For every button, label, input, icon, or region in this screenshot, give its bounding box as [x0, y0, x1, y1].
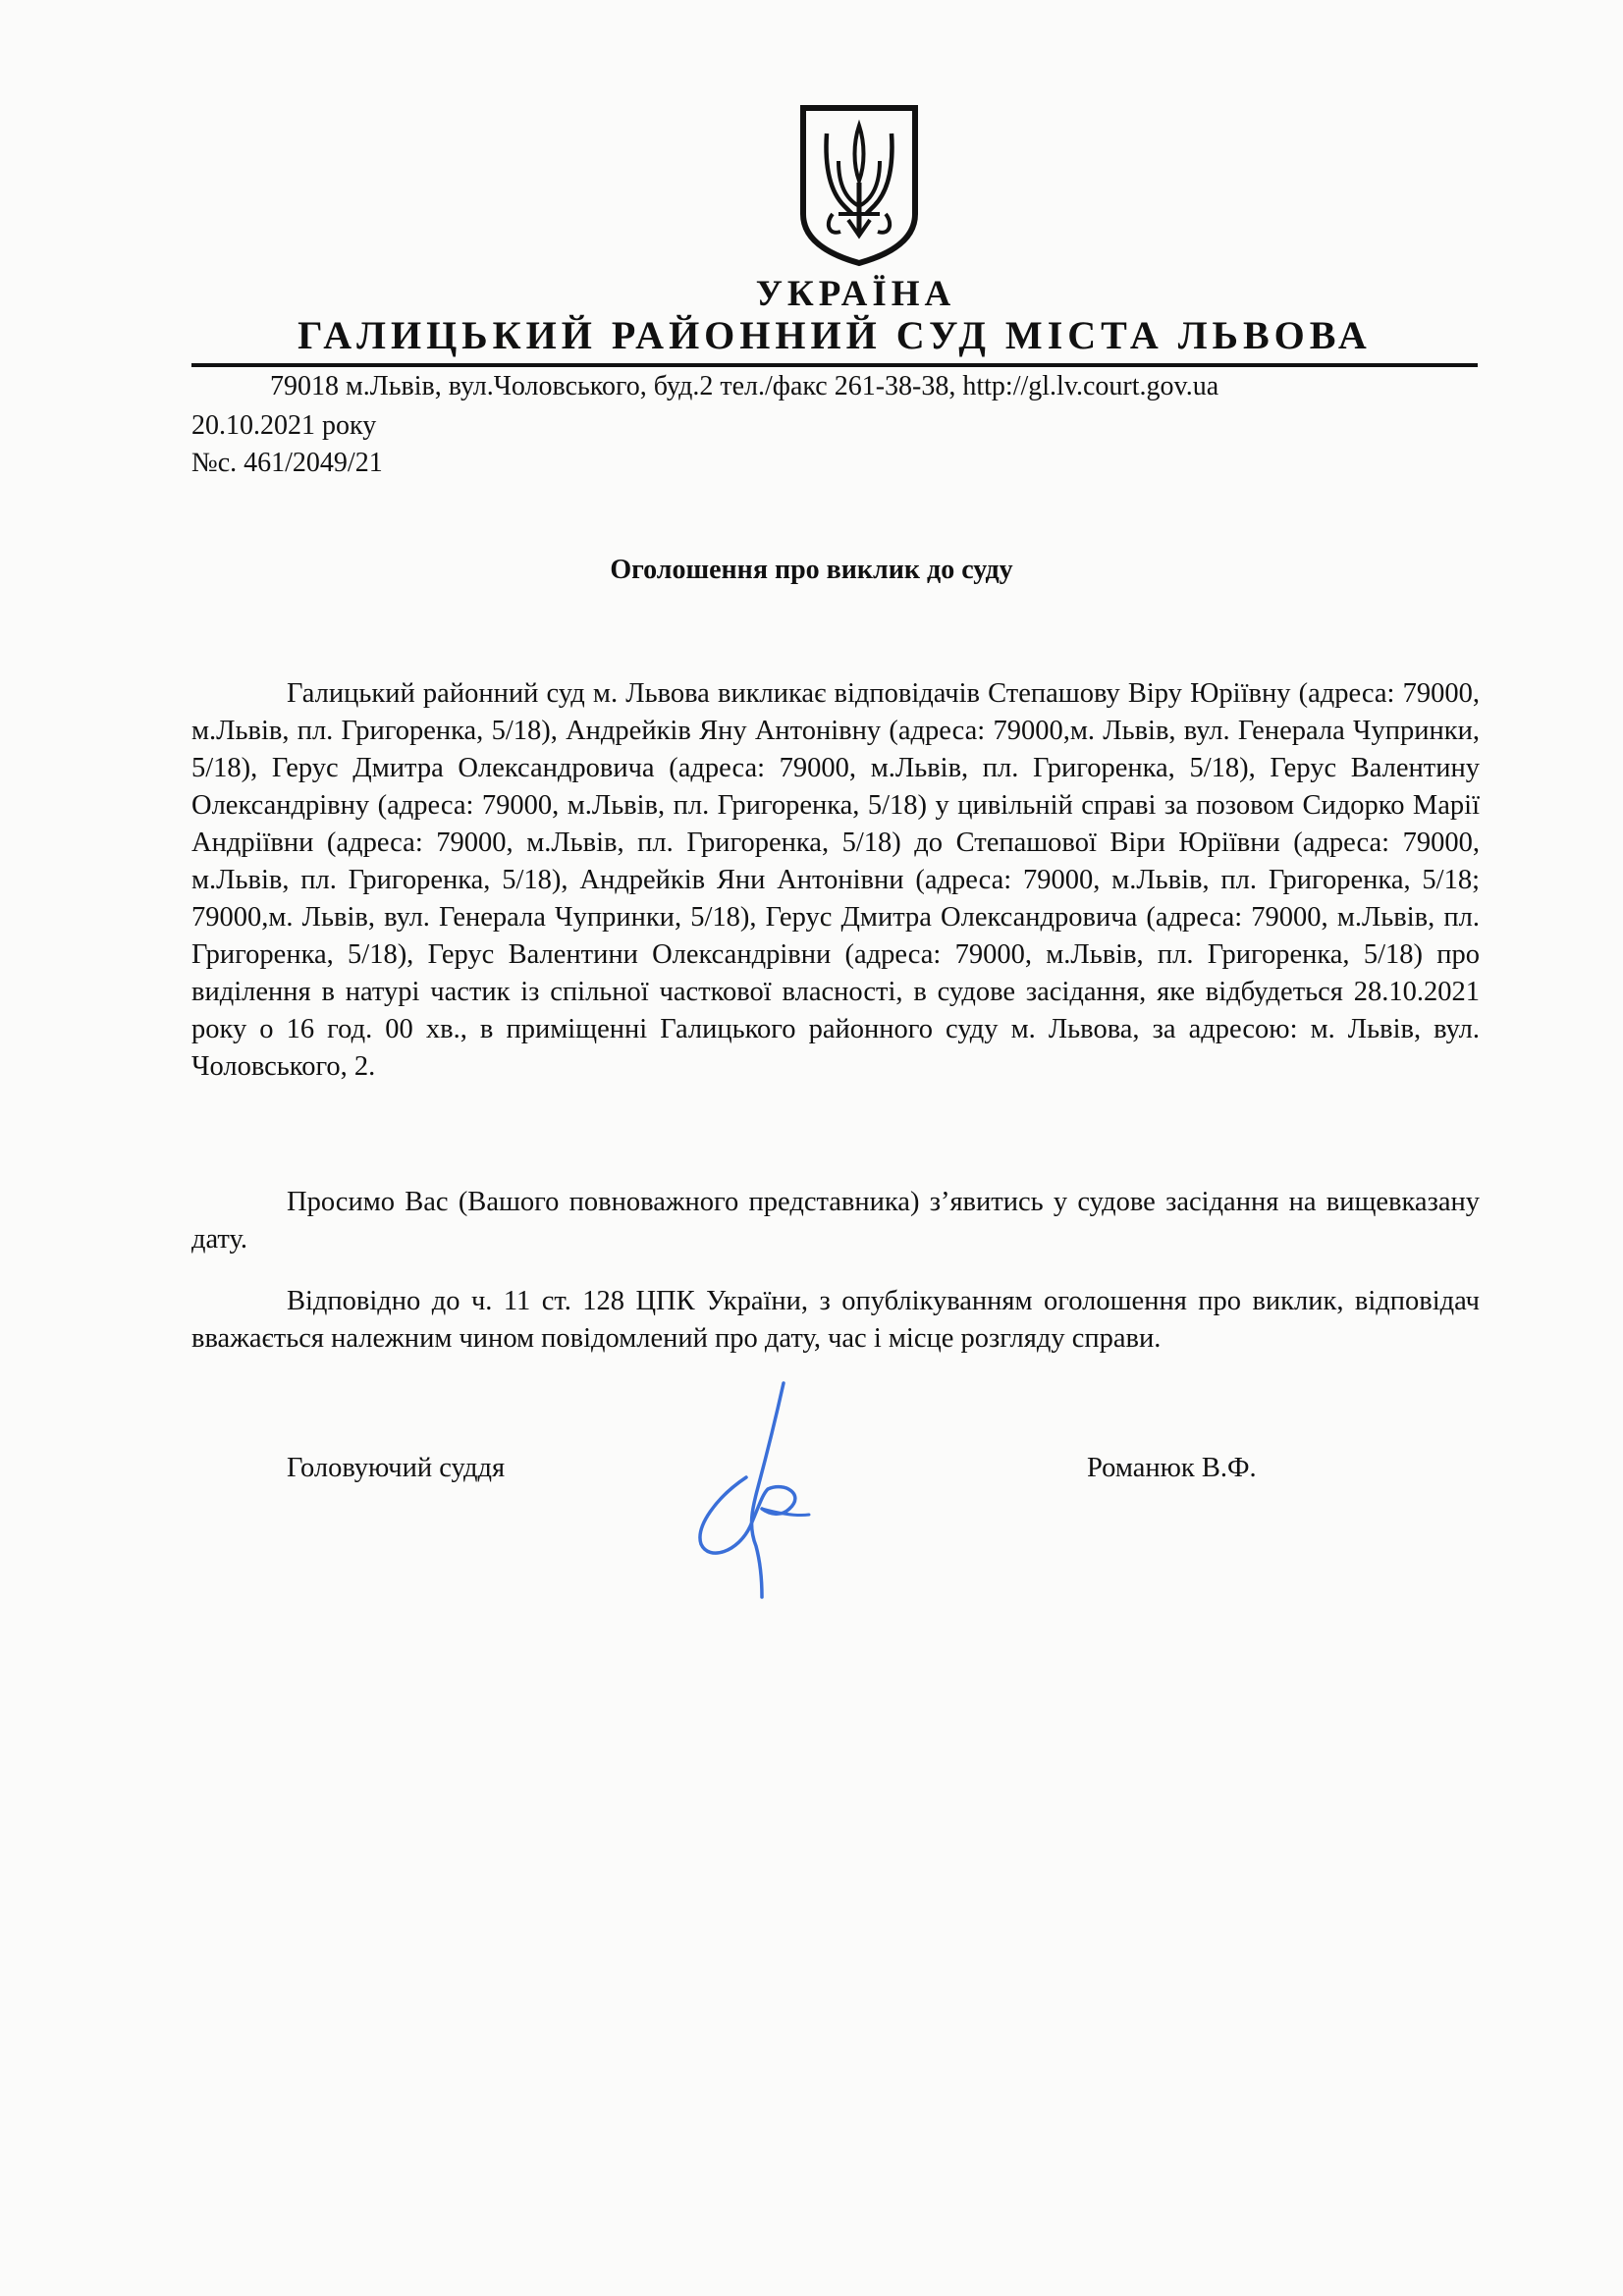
- trident-emblem-icon: [795, 104, 923, 267]
- legal-basis-paragraph: Відповідно до ч. 11 ст. 128 ЦПК України, з опублікуванням оголошення про виклик, відповідач вважається належним чином повідомлений про дату, час і місце розгляду справи.: [191, 1286, 1480, 1354]
- judge-role: Головуючий суддя: [287, 1453, 506, 1483]
- case-number: №с. 461/2049/21: [191, 448, 383, 478]
- handwritten-signature: [687, 1379, 825, 1600]
- summons-paragraph: Галицький районний суд м. Львова викликає відповідачів Степашову Віру Юріївну (адреса: 79000, м.Львів, пл. Григоренка, 5/18), Андрейків Яну Антонівну (адреса: 79000,м. Львів, вул. Генерала Чупринки, 5/18), Герус Дмитра Олександровича (адреса: 79000, м.Львів, пл. Григоренка, 5/18), Герус Валентину Олександрівну (адреса: 79000, м.Львів, пл. Григоренка, 5/18) у цивільній справі за позовом Сидорко Марії Андріївни (адреса: 79000, м.Львів, пл. Григоренка, 5/18) до Степашової Віри Юріївни (адреса: 79000, м.Львів, пл. Григоренка, 5/18), Андрейків Яни Антонівни (адреса: 79000, м.Львів, пл. Григоренка, 5/18; 79000,м. Львів, вул. Генерала Чупринки, 5/18), Герус Дмитра Олександровича (адреса: 79000, м.Львів, пл. Григоренка, 5/18), Герус Валентини Олександрівни (адреса: 79000, м.Львів, пл. Григоренка, 5/18) про виділення в натурі частик із спільної часткової власності, в судове засідання, яке відбудеться 28.10.2021 року о 16 год. 00 хв., в приміщенні Галицького районного суду м. Львова, за адресою: м. Львів, вул. Чоловського, 2.: [191, 678, 1480, 1082]
- document-date: 20.10.2021 року: [191, 410, 377, 441]
- judge-name: Романюк В.Ф.: [1087, 1453, 1257, 1483]
- document-title: Оголошення про виклик до суду: [610, 555, 1013, 585]
- header-divider: [191, 363, 1478, 367]
- court-name-heading: ГАЛИЦЬКИЙ РАЙОННИЙ СУД МІСТА ЛЬВОВА: [298, 313, 1372, 357]
- country-heading: УКРАЇНА: [755, 274, 956, 314]
- court-contacts: 79018 м.Львів, вул.Чоловського, буд.2 тел./факс 261-38-38, http://gl.lv.court.gov.ua: [270, 371, 1219, 401]
- request-paragraph: Просимо Вас (Вашого повноважного представника) з’явитись у судове засідання на вищевказану дату.: [191, 1187, 1480, 1255]
